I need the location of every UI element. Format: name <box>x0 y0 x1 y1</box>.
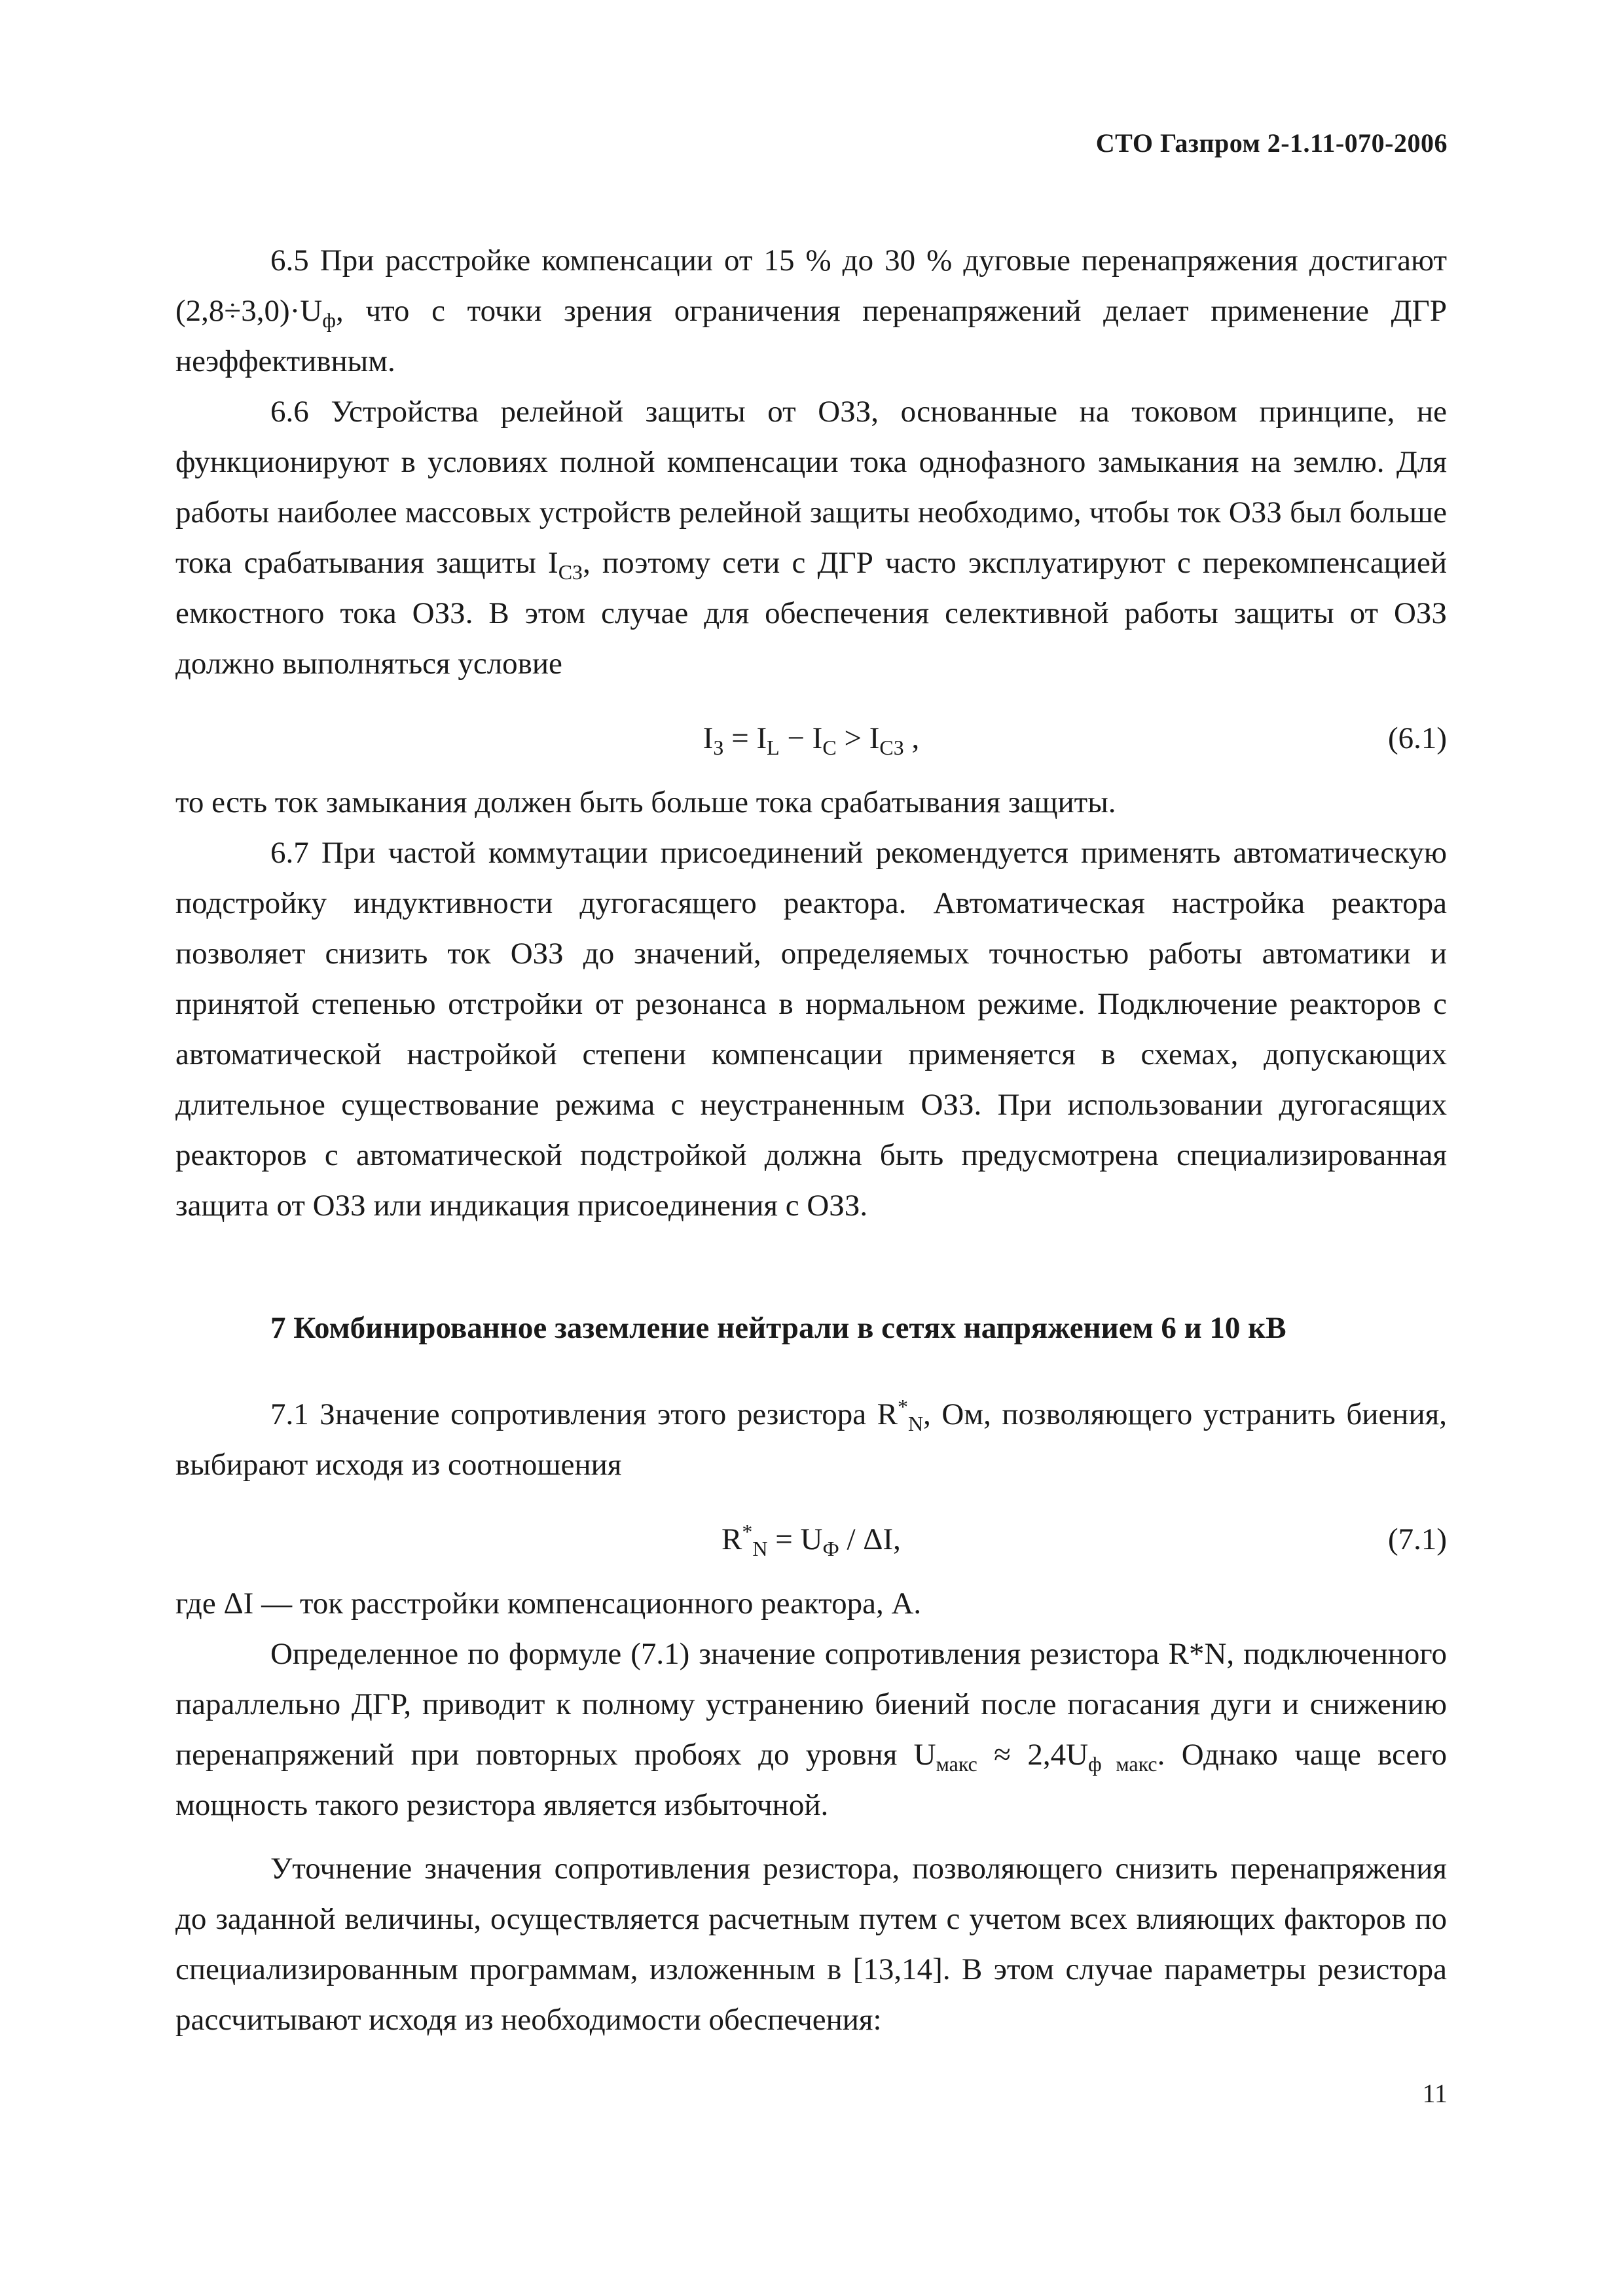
paragraph-6-7: 6.7 При частой коммутации присоединений рекомендуется применять автоматическую подстройку индуктивности дугогасящего реактора. Автоматическая настройка реактора позволяет снизить ток ОЗЗ до значений, определяемых точностью работы автоматики и принятой степенью отстройки от резонанса в нормальном режиме. Подключение реакторов с автоматической настройкой степени компенсации применяется в схемах, допускающих длительное существование режима с неустраненным ОЗЗ. При использовании дугогасящих реакторов с автоматической подстройкой должна быть предусмотрена специализированная защита от ОЗЗ или индикация присоединения с ОЗЗ. <box>175 836 1447 1223</box>
formula-7-1-expression: $R^*_N = U_Ф / \Delta I$, <box>721 1520 901 1560</box>
document-body <box>175 236 1447 2045</box>
paragraph-7-1-refinement: Уточнение значения сопротивления резистора, позволяющего снизить перенапряжения до заданной величины, осуществляется расчетным путем с учетом всех влияющих факторов по специализированным программам, изложенным в [13,14]. В этом случае параметры резистора рассчитывают исходя из необходимости обеспечения: <box>175 1852 1447 2037</box>
paragraph-6-5: 6.5 При расстройке компенсации от 15 % до 30 % дуговые перенапряжения достигают $(2,8\div 3,0)\cdot U_ф$, что с точки зрения ограничения перенапряжений делает применение ДГР неэффективным. <box>175 243 1447 378</box>
formula-7-1 <box>175 1507 1447 1572</box>
page-number: 11 <box>1422 2079 1448 2108</box>
paragraph-6-6: 6.6 Устройства релейной защиты от ОЗЗ, основанные на токовом принципе, не функционируют в условиях полной компенсации тока однофазного замыкания на землю. Для работы наиболее массовых устройств релейной защиты необходимо, чтобы ток ОЗЗ был больше тока срабатывания защиты $I_{СЗ}$, поэтому сети с ДГР часто эксплуатируют с перекомпенсацией емкостного тока ОЗЗ. В этом случае для обеспечения селективной работы защиты от ОЗЗ должно выполняться условие <box>175 395 1448 681</box>
formula-6-1-number: (6.1) <box>1387 721 1447 755</box>
paragraph-after-6-1: то есть ток замыкания должен быть больше тока срабатывания защиты. <box>175 785 1116 819</box>
paragraph-7-1: 7.1 Значение сопротивления этого резистора $R^*_N$, Ом, позволяющего устранить биения, выбирают исходя из соотношения <box>175 1395 1447 1482</box>
section-7-title: 7 Комбинированное заземление нейтрали в сетях напряжением 6 и 10 кВ <box>270 1311 1286 1345</box>
paragraph-7-1-resistor: Определенное по формуле (7.1) значение сопротивления резистора R*N, подключенного параллельно ДГР, приводит к полному устранению биений после погасания дуги и снижению перенапряжений при повторных пробоях до уровня $U_{макс} \approx 2,4U_{ф макс}$. Однако чаще всего мощность такого резистора является избыточной. <box>175 1637 1447 1822</box>
document-code-header: СТО Газпром 2-1.11-070-2006 <box>1095 128 1448 158</box>
formula-6-1 <box>175 706 1447 771</box>
paragraph-after-7-1: где ΔI — ток расстройки компенсационного реактора, А. <box>175 1587 922 1621</box>
formula-7-1-number: (7.1) <box>1387 1522 1447 1556</box>
formula-6-1-expression: $I_З = I_L - I_C > I_{СЗ}$ , <box>702 721 920 759</box>
